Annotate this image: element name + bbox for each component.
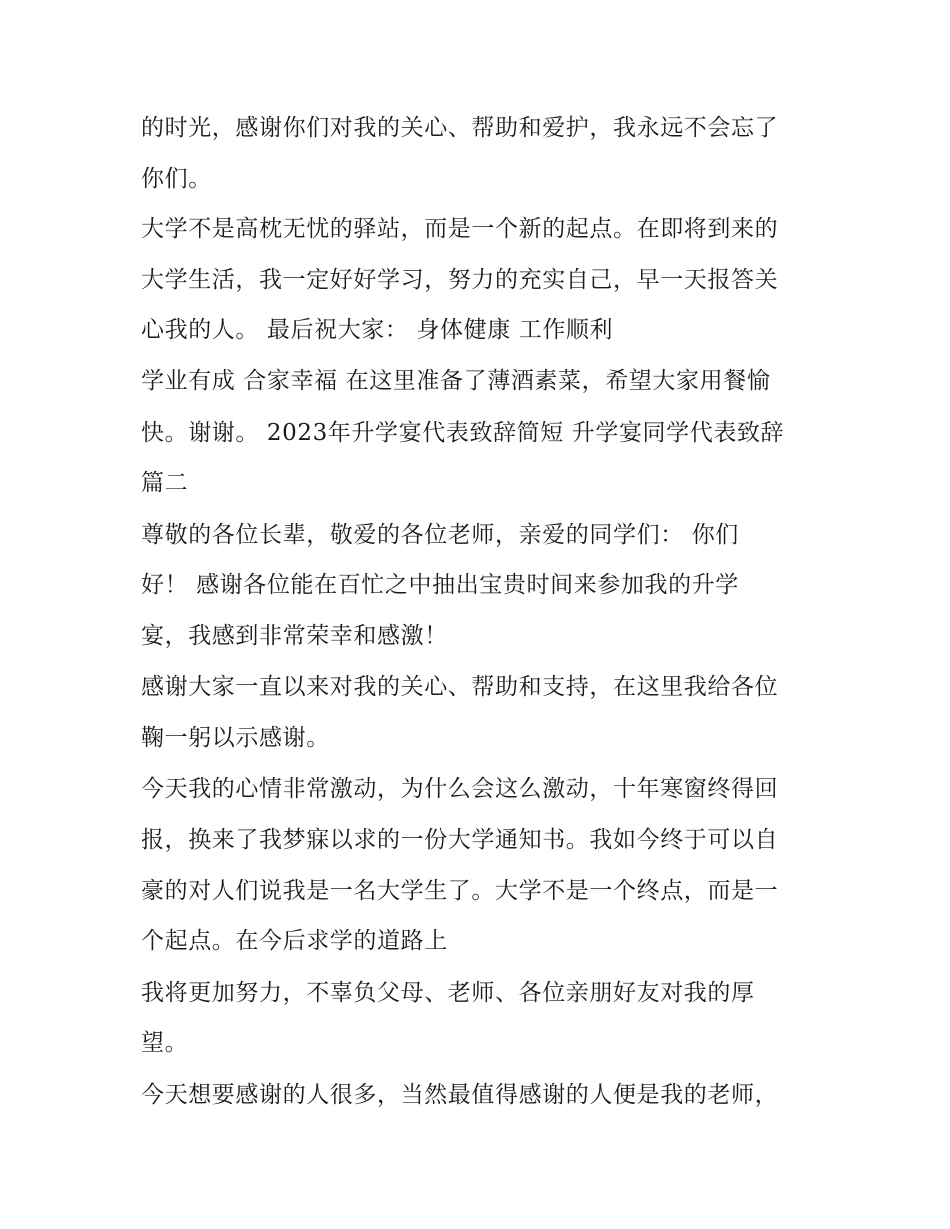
text-line: 今天想要感谢的人很多，当然最值得感谢的人便是我的老师， xyxy=(141,1082,779,1108)
text-line: 宴，我感到非常荣幸和感激！ xyxy=(141,623,448,649)
text-line: 篇二 xyxy=(141,470,189,496)
text-line: 感谢大家一直以来对我的关心、帮助和支持，在这里我给各位 xyxy=(141,674,779,700)
text-line: 好！ 感谢各位能在百忙之中抽出宝贵时间来参加我的升学 xyxy=(141,572,739,598)
text-line: 尊敬的各位长辈，敬爱的各位老师，亲爱的同学们： 你们 xyxy=(141,522,739,548)
text-line: 我将更加努力，不辜负父母、老师、各位亲朋好友对我的厚 xyxy=(141,980,755,1006)
text-line: 学业有成 合家幸福 在这里准备了薄酒素菜，希望大家用餐愉 xyxy=(141,368,771,394)
text-line: 心我的人。 最后祝大家： 身体健康 工作顺利 xyxy=(141,317,614,343)
text-line: 的时光，感谢你们对我的关心、帮助和爱护，我永远不会忘了 xyxy=(141,115,779,141)
text-line: 你们。 xyxy=(141,166,212,192)
text-line: 今天我的心情非常激动，为什么会这么激动，十年寒窗终得回 xyxy=(141,776,779,802)
text-line: 望。 xyxy=(141,1030,189,1056)
text-line: 报，换来了我梦寐以求的一份大学通知书。我如今终于可以自 xyxy=(141,827,779,853)
text-line: 大学不是高枕无忧的驿站，而是一个新的起点。在即将到来的 xyxy=(141,216,779,242)
text-line: 豪的对人们说我是一名大学生了。大学不是一个终点，而是一 xyxy=(141,878,779,904)
text-line: 快。谢谢。 2023年升学宴代表致辞简短 升学宴同学代表致辞 xyxy=(141,420,785,446)
text-line: 鞠一躬以示感谢。 xyxy=(141,725,330,751)
text-line: 个起点。在今后求学的道路上 xyxy=(141,928,448,954)
text-line: 大学生活，我一定好好学习，努力的充实自己，早一天报答关 xyxy=(141,267,779,293)
